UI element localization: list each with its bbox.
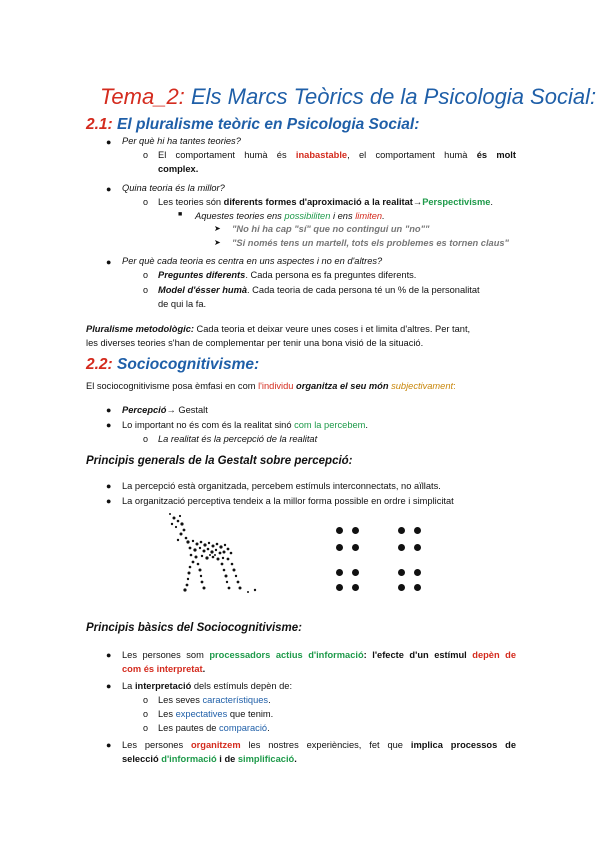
sociocog-basics-heading: Principis bàsics del Sociocognitivisme: bbox=[86, 622, 303, 634]
dot bbox=[398, 527, 405, 534]
section-2-2-heading: 2.2: Sociocognitivisme: bbox=[86, 356, 260, 373]
gestalt-principle-2: La organització perceptiva tendeix a la millor forma possible en ordre i simplicitat bbox=[122, 496, 454, 506]
basic-principle-2b: Les expectatives que tenim. bbox=[158, 709, 274, 719]
question-1: Per què hi ha tantes teories? bbox=[122, 136, 241, 146]
circle-bullet-icon: o bbox=[143, 197, 149, 207]
dot bbox=[414, 569, 421, 576]
question-2: Quina teoria és la millor? bbox=[122, 183, 225, 193]
circle-bullet-icon: o bbox=[143, 695, 149, 705]
bullet-icon: ● bbox=[106, 650, 112, 660]
dot bbox=[352, 584, 359, 591]
arrow-bullet-icon: ➤ bbox=[214, 224, 221, 233]
bullet-icon: ● bbox=[106, 681, 112, 691]
basic-principle-2a: Les seves característiques. bbox=[158, 695, 271, 705]
gestalt-heading: Principis generals de la Gestalt sobre percepció: bbox=[86, 455, 353, 467]
circle-bullet-icon: o bbox=[143, 434, 149, 444]
basic-principle-3-cont: selecció d'informació i de simplificació. bbox=[122, 754, 297, 764]
basic-principle-1-cont: com és interpretat. bbox=[122, 664, 206, 674]
circle-bullet-icon: o bbox=[143, 709, 149, 719]
answer-1a-cont: complex. bbox=[158, 164, 199, 174]
dot bbox=[336, 569, 343, 576]
dot bbox=[336, 527, 343, 534]
answer-2b: Aquestes teories ens possibiliten i ens limiten. bbox=[195, 211, 385, 221]
point-reality: Lo important no és com és la realitat sinó com la percebem. bbox=[122, 420, 368, 430]
circle-bullet-icon: o bbox=[143, 285, 149, 295]
bullet-icon: ● bbox=[106, 420, 112, 430]
quote-2: "Si només tens un martell, tots els problemes es tornen claus" bbox=[232, 238, 509, 248]
dot bbox=[336, 584, 343, 591]
bullet-icon: ● bbox=[106, 740, 112, 750]
circle-bullet-icon: o bbox=[143, 270, 149, 280]
answer-1a: El comportament humà és inabastable, el comportament humà és molt bbox=[158, 150, 516, 160]
dot bbox=[352, 569, 359, 576]
dot bbox=[336, 544, 343, 551]
pluralism-paragraph-cont: les diverses teories s'han de complementar per tenir una bona visió de la situació. bbox=[86, 338, 424, 348]
bullet-icon: ● bbox=[106, 496, 112, 506]
arrow-bullet-icon: ➤ bbox=[214, 238, 221, 247]
basic-principle-2c: Les pautes de comparació. bbox=[158, 723, 270, 733]
dot bbox=[398, 569, 405, 576]
answer-2a: Les teories són diferents formes d'aproximació a la realitat→Perspectivisme. bbox=[158, 197, 494, 207]
dot bbox=[352, 527, 359, 534]
question-3: Per què cada teoria es centra en uns aspectes i no en d'altres? bbox=[122, 256, 383, 266]
dot bbox=[414, 527, 421, 534]
bullet-icon: ● bbox=[106, 257, 112, 267]
point-reality-sub: La realitat és la percepció de la realitat bbox=[158, 434, 318, 444]
basic-principle-1: Les persones som processadors actius d'informació: l'efecte d'un estímul depèn de bbox=[122, 650, 517, 660]
gestalt-principle-1: La percepció està organitzada, percebem estímuls interconnectats, no aïllats. bbox=[122, 481, 441, 491]
answer-3b: Model d'ésser humà. Cada teoria de cada persona té un % de la personalitat bbox=[158, 285, 480, 295]
dot bbox=[414, 584, 421, 591]
point-perception: Percepció→ Gestalt bbox=[122, 405, 208, 415]
answer-3a: Preguntes diferents. Cada persona es fa preguntes diferents. bbox=[158, 270, 417, 280]
circle-bullet-icon: o bbox=[143, 150, 149, 160]
dalmatian-illusion-image bbox=[160, 512, 260, 594]
circle-bullet-icon: o bbox=[143, 723, 149, 733]
page-title: Tema_2: Els Marcs Teòrics de la Psicologia Social: bbox=[100, 84, 597, 109]
bullet-icon: ● bbox=[106, 405, 112, 415]
answer-3b-cont: de qui la fa. bbox=[158, 299, 207, 309]
basic-principle-2: La interpretació dels estímuls depèn de: bbox=[122, 681, 293, 691]
bullet-icon: ● bbox=[106, 184, 112, 194]
section-2-1-heading: 2.1: El pluralisme teòric en Psicologia Social: bbox=[86, 116, 420, 133]
dot bbox=[398, 544, 405, 551]
dot bbox=[398, 584, 405, 591]
dot bbox=[352, 544, 359, 551]
square-bullet-icon: ■ bbox=[178, 211, 183, 218]
quote-1: "No hi ha cap "sí" que no contingui un "no"" bbox=[232, 224, 430, 234]
pluralism-paragraph: Pluralisme metodològic: Cada teoria et deixar veure unes coses i et limita d'altres. Per tant, bbox=[86, 324, 471, 334]
basic-principle-3: Les persones organitzem les nostres experiències, fet que implica processos de bbox=[122, 740, 517, 750]
bullet-icon: ● bbox=[106, 481, 112, 491]
dot bbox=[414, 544, 421, 551]
bullet-icon: ● bbox=[106, 137, 112, 147]
sociocog-intro: El sociocognitivisme posa èmfasi en com l'individu organitza el seu món subjectivament: bbox=[86, 381, 456, 391]
